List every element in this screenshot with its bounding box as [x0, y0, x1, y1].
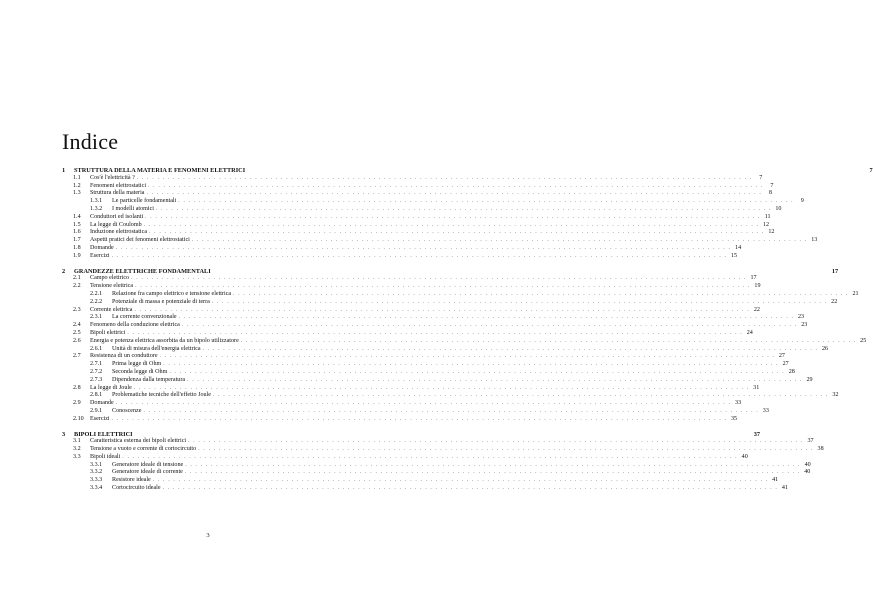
- toc-entry-number: 3.3.3: [90, 477, 103, 484]
- toc-subsection-entry[interactable]: [62, 198, 804, 206]
- toc-entry-label: Fenomeni elettrostatici: [90, 182, 147, 189]
- toc-entry-page: 32: [832, 392, 839, 399]
- toc-section-entry[interactable]: [62, 275, 757, 283]
- toc-entry-label: Le particelle fondamentali: [112, 198, 177, 205]
- toc-entry-number: 2: [62, 267, 66, 275]
- toc-entry-number: 2.7.2: [90, 368, 103, 375]
- toc-entry-label: Dipendenza dalla temperatura: [112, 376, 186, 383]
- toc-entry-number: 2.6.1: [90, 345, 103, 352]
- toc-entry-number: 2.5: [73, 329, 81, 336]
- toc-section-entry[interactable]: [62, 213, 771, 222]
- toc-section-entry[interactable]: [62, 182, 774, 191]
- toc-chapter-entry[interactable]: [62, 430, 761, 439]
- toc-entry-label: Potenziale di massa e potenziale di terra: [112, 298, 210, 305]
- toc-entry-page: 26: [821, 345, 829, 352]
- toc-entry-page: 21: [852, 290, 859, 297]
- toc-section-entry[interactable]: [62, 237, 818, 245]
- dot-leader: . . . . . . . . . . . . . . . . . . . . . . . . . . . . . . . . . . . . . . . . . . . . . . . . . . . . . . . . . . . . . . . . . . . . . . . . . . . . . . . . . . . . . . . . . . . . . . . . . . . . . . . . . . . . . . . . . . . . . . . .: [188, 438, 804, 445]
- toc-entry-number: 1.9: [73, 252, 81, 259]
- toc-entry-page: 31: [753, 384, 760, 391]
- dot-leader: . . . . . . . . . . . . . . . . . . . . . . . . . . . . . . . . . . . . . . . . . . . . . . . . . . . . . . . . . . . . . . . . . . . . . . . . . . . . . . . . . . . . . . . . . . . . . . . . . . . . . . . . . . . . . . . . . . . . . . . .: [115, 400, 732, 407]
- toc-entry-label: La legge di Joule: [90, 384, 132, 391]
- toc-entry-label: Bipoli elettrici: [90, 329, 126, 336]
- toc-entry-number: 2.9.1: [90, 407, 103, 414]
- toc-chapter-entry[interactable]: [62, 167, 873, 175]
- toc-section-entry[interactable]: [62, 283, 761, 291]
- toc-entry-number: 2.8.1: [90, 392, 103, 399]
- toc-entry-page: 41: [772, 477, 779, 484]
- toc-subsection-entry[interactable]: [62, 376, 813, 385]
- toc-entry-page: 19: [754, 283, 761, 290]
- toc-subsection-entry[interactable]: [62, 477, 779, 485]
- toc-subsection-entry[interactable]: [62, 392, 839, 400]
- toc-entry-page: 7: [770, 182, 774, 189]
- toc-entry-label: Campo elettrico: [90, 275, 130, 282]
- dot-leader: . . . . . . . . . . . . . . . . . . . . . . . . . . . . . . . . . . . . . . . . . . . . . . . . . . . . . . . . . . . . . . . . . . . . . . . . . . . . . . . . . . . . . . . . . . . . . . . . . . . . . . . . . . . . . . . . . . . . . . . .: [178, 198, 794, 205]
- toc-section-entry[interactable]: [62, 244, 742, 253]
- toc-entry-number: 2.3.1: [90, 314, 103, 321]
- toc-entry-number: 2.7: [73, 353, 81, 360]
- toc-section-entry[interactable]: [62, 174, 763, 183]
- toc-entry-label: Resistore ideale: [112, 477, 151, 484]
- dot-leader: . . . . . . . . . . . . . . . . . . . . . . . . . . . . . . . . . . . . . . . . . . . . . . . . . . . . . . . . . . . . . . . . . . . . . . . . . . . . . . . . . . . . . . . . . . . . . . . . . . . . . . . . . . . . . . . . . . . . . . . .: [127, 329, 743, 336]
- toc-entry-number: 1.2: [73, 182, 81, 189]
- dot-leader: . . . . . . . . . . . . . . . . . . . . . . . . . . . . . . . . . . . . . . . . . . . . . . . . . . . . . . . . . . . . . . . . . . . . . . . . . . . . . . . . . . . . . . . . . . . . . . . . . . . . . . . . . . . . . . . . . . . . . . . .: [152, 477, 769, 484]
- toc-entry-label: Cortocircuito ideale: [112, 485, 161, 492]
- toc-entry-page: 27: [782, 361, 789, 368]
- toc-entry-number: 1.6: [73, 229, 81, 236]
- toc-entry-page: 15: [730, 252, 738, 259]
- toc-entry-number: 1: [62, 167, 66, 174]
- dot-leader: . . . . . . . . . . . . . . . . . . . . . . . . . . . . . . . . . . . . . . . . . . . . . . . . . . . . . . . . . . . . . . . . . . . . . . . . . . . . . . . . . . . . . . . . . . . . . . . . . . . . . . . . . . . . . . . . . . . . . . . .: [240, 337, 857, 344]
- toc-entry-number: 2.2: [73, 283, 81, 290]
- toc-entry-label: Conoscenze: [112, 407, 142, 414]
- toc-entry-page: 33: [762, 407, 769, 414]
- toc-entry-page: 8: [768, 190, 772, 197]
- toc-entry-number: 3.1: [73, 438, 81, 445]
- toc-entry-label: Tensione a vuoto e corrente di cortocircuito: [90, 446, 197, 453]
- toc-entry-page: 17: [750, 275, 757, 282]
- toc-entry-label: Domande: [90, 400, 114, 407]
- toc-entry-number: 3.3.4: [90, 485, 103, 492]
- toc-entry-page: 28: [788, 368, 795, 375]
- toc-entry-page: 22: [831, 298, 838, 305]
- toc-entry-number: 1.7: [73, 237, 81, 244]
- toc-entry-page: 23: [801, 322, 808, 329]
- toc-entry-page: 29: [806, 376, 813, 383]
- dot-leader: . . . . . . . . . . . . . . . . . . . . . . . . . . . . . . . . . . . . . . . . . . . . . . . . . . . . . . . . . . . . . . . . . . . . . . . . . . . . . . . . . . . . . . . . . . . . . . . . . . . . . . . . . . . . . . . . . . . . . . . .: [148, 182, 764, 189]
- toc-subsection-entry[interactable]: [62, 407, 769, 416]
- toc-entry-page: 9: [800, 198, 804, 205]
- toc-entry-page: 22: [753, 306, 760, 313]
- dot-leader: . . . . . . . . . . . . . . . . . . . . . . . . . . . . . . . . . . . . . . . . . . . . . . . . . . . . . . . . . . . . . . . . . . . . . . . . . . . . . . . . . . . . . . . . . . . . . . . . . . . . . . . . . . . . . . . . . . . . . . . .: [111, 415, 728, 422]
- toc-entry-number: 1.3: [73, 190, 81, 197]
- toc-entry-page: 23: [797, 314, 805, 321]
- toc-entry-page: 40: [804, 469, 811, 476]
- toc-entry-page: 11: [764, 213, 771, 220]
- dot-leader: . . . . . . . . . . . . . . . . . . . . . . . . . . . . . . . . . . . . . . . . . . . . . . . . . . . . . . . . . . . . . . . . . . . . . . . . . . . . . . . . . . . . . . . . . . . . . . . . . . . . . . . . . . . . . . . . . . . . . . . .: [149, 229, 765, 236]
- toc-entry-label: Cos'è l'elettricità ?: [90, 174, 135, 181]
- toc-entry-number: 1.5: [73, 221, 81, 228]
- toc-entry-label: Seconda legge di Ohm: [112, 368, 168, 375]
- toc-entry-label: Unità di misura dell'energia elettrica: [112, 345, 201, 352]
- toc-section-entry[interactable]: [62, 337, 867, 346]
- toc-section-entry[interactable]: [62, 221, 770, 230]
- toc-entry-label: La legge di Coulomb: [90, 221, 142, 228]
- toc-entry-number: 3.3: [73, 453, 81, 460]
- toc-entry-number: 2.7.1: [90, 361, 103, 368]
- dot-leader: . . . . . . . . . . . . . . . . . . . . . . . . . . . . . . . . . . . . . . . . . . . . . . . . . . . . . . . . . . . . . . . . . . . . . . . . . . . . . . . . . . . . . . . . . . . . . . . . . . . . . . . . . . . . . . . . . . . . . . . .: [169, 368, 785, 375]
- toc-entry-label: Problematiche tecniche dell'effetto Joule: [112, 392, 211, 399]
- dot-leader: . . . . . . . . . . . . . . . . . . . . . . . . . . . . . . . . . . . . . . . . . . . . . . . . . . . . . . . . . . . . . . . . . . . . . . . . . . . . . . . . . . . . . . . . . . . . . . . . . . . . . . . . . . . . . . . . . . . . . . . .: [143, 221, 760, 228]
- toc-entry-page: 12: [768, 229, 775, 236]
- toc-entry-number: 1.3.1: [90, 198, 103, 205]
- page-number: 3: [206, 532, 210, 539]
- dot-leader: . . . . . . . . . . . . . . . . . . . . . . . . . . . . . . . . . . . . . . . . . . . . . . . . . . . . . . . . . . . . . . . . . . . . . . . . . . . . . . . . . . . . . . . . . . . . . . . . . . . . . . . . . . . . . . . . . . . . . . . .: [212, 392, 829, 399]
- dot-leader: . . . . . . . . . . . . . . . . . . . . . . . . . . . . . . . . . . . . . . . . . . . . . . . . . . . . . . . . . . . . . . . . . . . . . . . . . . . . . . . . . . . . . . . . . . . . . . . . . . . . . . . . . . . . . . . . . . . . . . . .: [211, 298, 828, 305]
- dot-leader: . . . . . . . . . . . . . . . . . . . . . . . . . . . . . . . . . . . . . . . . . . . . . . . . . . . . . . . . . . . . . . . . . . . . . . . . . . . . . . . . . . . . . . . . . . . . . . . . . . . . . . . . . . . . . . . . . . . . . . . .: [202, 345, 819, 352]
- toc-entry-number: 2.4: [73, 322, 81, 329]
- toc-entry-page: 33: [735, 400, 742, 407]
- toc-entry-label: Energia e potenza elettrica assorbita da un bipolo utilizzatore: [90, 337, 239, 344]
- toc-entry-page: 38: [817, 446, 824, 453]
- toc-subsection-entry[interactable]: [62, 361, 789, 369]
- toc-entry-page: 10: [775, 205, 782, 212]
- toc-entry-label: Relazione fra campo elettrico e tensione elettrica: [112, 290, 232, 297]
- dot-leader: . . . . . . . . . . . . . . . . . . . . . . . . . . . . . . . . . . . . . . . . . . . . . . . . . . . . . . . . . . . . . . . . . . . . . . . . . . . . . . . . . . . . . . . . . . . . . . . . . . . . . . . . . . . . . . . . . . . . . . . .: [135, 283, 751, 290]
- toc-section-entry[interactable]: [62, 353, 785, 361]
- toc-entry-number: 2.1: [73, 275, 81, 282]
- dot-leader: . . . . . . . . . . . . . . . . . . . . . . . . . . . . . . . . . . . . . . . . . . . . . . . . . . . . . . . . . . . . . . . . . . . . . . . . . . . . . . . . . . . . . . . . . . . . . . . . . . . . . . . . . . . . . . . . . . . . . . . .: [134, 306, 750, 313]
- toc-entry-label: I modelli atomici: [112, 205, 154, 212]
- toc-section-entry[interactable]: [62, 322, 808, 330]
- dot-leader: . . . . . . . . . . . . . . . . . . . . . . . . . . . . . . . . . . . . . . . . . . . . . . . . . . . . . . . . . . . . . . . . . . . . . . . . . . . . . . . . . . . . . . . . . . . . . . . . . . . . . . . . . . . . . . . . . . . . . . . .: [185, 461, 801, 468]
- toc-section-entry[interactable]: [62, 446, 824, 454]
- dot-leader: . . . . . . . . . . . . . . . . . . . . . . . . . . . . . . . . . . . . . . . . . . . . . . . . . . . . . . . . . . . . . . . . . . . . . . . . . . . . . . . . . . . . . . . . . . . . . . . . . . . . . . . . . . . . . . . . . . . . . . . .: [145, 213, 761, 220]
- toc-section-entry[interactable]: [62, 453, 748, 462]
- dot-leader: . . . . . . . . . . . . . . . . . . . . . . . . . . . . . . . . . . . . . . . . . . . . . . . . . . . . . . . . . . . . . . . . . . . . . . . . . . . . . . . . . . . . . . . . . . . . . . . . . . . . . . . . . . . . . . . . . . . . . . . .: [178, 314, 795, 321]
- dot-leader: . . . . . . . . . . . . . . . . . . . . . . . . . . . . . . . . . . . . . . . . . . . . . . . . . . . . . . . . . . . . . . . . . . . . . . . . . . . . . . . . . . . . . . . . . . . . . . . . . . . . . . . . . . . . . . . . . . . . . . . .: [162, 485, 779, 492]
- dot-leader: . . . . . . . . . . . . . . . . . . . . . . . . . . . . . . . . . . . . . . . . . . . . . . . . . . . . . . . . . . . . . . . . . . . . . . . . . . . . . . . . . . . . . . . . . . . . . . . . . . . . . . . . . . . . . . . . . . . . . . . .: [159, 353, 775, 360]
- toc-entry-label: Conduttori ed isolanti: [90, 213, 144, 220]
- toc-entry-number: 2.2.2: [90, 298, 103, 305]
- toc-entry-label: Generatore ideale di tensione: [112, 461, 184, 468]
- toc-entry-label: Tensione elettrica: [90, 283, 134, 290]
- toc-subsection-entry[interactable]: [62, 205, 782, 214]
- toc-entry-label: BIPOLI ELETTRICI: [74, 430, 133, 438]
- toc-entry-page: 35: [730, 415, 738, 422]
- toc-entry-number: 1.4: [73, 213, 81, 220]
- toc-entry-number: 3.2: [73, 446, 81, 453]
- toc-entry-page: 25: [860, 337, 867, 344]
- table-of-contents: [62, 167, 873, 493]
- toc-entry-page: 7: [759, 174, 763, 181]
- toc-entry-page: 13: [811, 237, 818, 244]
- toc-entry-page: 27: [778, 353, 785, 360]
- dot-leader: . . . . . . . . . . . . . . . . . . . . . . . . . . . . . . . . . . . . . . . . . . . . . . . . . . . . . . . . . . . . . . . . . . . . . . . . . . . . . . . . . . . . . . . . . . . . . . . . . . . . . . . . . . . . . . . . . . . . . . . .: [136, 174, 753, 181]
- toc-entry-label: Aspetti pratici dei fenomeni elettrostatici: [90, 237, 190, 244]
- toc-section-entry[interactable]: [62, 415, 738, 424]
- dot-leader: . . . . . . . . . . . . . . . . . . . . . . . . . . . . . . . . . . . . . . . . . . . . . . . . . . . . . . . . . . . . . . . . . . . . . . . . . . . . . . . . . . . . . . . . . . . . . . . . . . . . . . . . . . . . . . . . . . . . . . . .: [191, 237, 808, 244]
- toc-section-entry[interactable]: [62, 190, 772, 198]
- toc-entry-label: Generatore ideale di corrente: [112, 469, 183, 476]
- dot-leader: . . . . . . . . . . . . . . . . . . . . . . . . . . . . . . . . . . . . . . . . . . . . . . . . . . . . . . . . . . . . . . . . . . . . . . . . . . . . . . . . . . . . . . . . . . . . . . . . . . . . . . . . . . . . . . . . . . . . . . . .: [133, 384, 750, 391]
- dot-leader: . . . . . . . . . . . . . . . . . . . . . . . . . . . . . . . . . . . . . . . . . . . . . . . . . . . . . . . . . . . . . . . . . . . . . . . . . . . . . . . . . . . . . . . . . . . . . . . . . . . . . . . . . . . . . . . . . . . . . . . .: [146, 190, 762, 197]
- dot-leader: . . . . . . . . . . . . . . . . . . . . . . . . . . . . . . . . . . . . . . . . . . . . . . . . . . . . . . . . . . . . . . . . . . . . . . . . . . . . . . . . . . . . . . . . . . . . . . . . . . . . . . . . . . . . . . . . . . . . . . . .: [122, 453, 738, 460]
- toc-entry-page: 40: [804, 461, 811, 468]
- toc-entry-label: Induzione elettrostatica: [90, 229, 148, 236]
- toc-entry-page: 12: [762, 221, 770, 228]
- toc-section-entry[interactable]: [62, 252, 738, 261]
- toc-entry-number: 2.7.3: [90, 376, 103, 383]
- toc-entry-page: 41: [781, 485, 789, 492]
- dot-leader: . . . . . . . . . . . . . . . . . . . . . . . . . . . . . . . . . . . . . . . . . . . . . . . . . . . . . . . . . . . . . . . . . . . . . . . . . . . . . . . . . . . . . . . . . . . . . . . . . . . . . . . . . . . . . . . . . . . . . . . .: [115, 244, 732, 251]
- toc-entry-number: 2.10: [73, 415, 84, 422]
- toc-entry-label: Resistenza di un conduttore: [90, 353, 158, 360]
- toc-section-entry[interactable]: [62, 329, 753, 338]
- toc-chapter-entry[interactable]: [62, 267, 839, 276]
- toc-entry-number: 1.3.2: [90, 205, 103, 212]
- toc-entry-page: 24: [746, 329, 753, 336]
- toc-entry-page: 37: [753, 430, 761, 438]
- toc-entry-page: 17: [831, 267, 839, 275]
- toc-entry-number: 3.3.2: [90, 469, 103, 476]
- toc-section-entry[interactable]: [62, 306, 760, 315]
- dot-leader: . . . . . . . . . . . . . . . . . . . . . . . . . . . . . . . . . . . . . . . . . . . . . . . . . . . . . . . . . . . . . . . . . . . . . . . . . . . . . . . . . . . . . . . . . . . . . . . . . . . . . . . . . . . . . . . . . . . . . . . .: [233, 290, 849, 297]
- toc-entry-number: 2.2.1: [90, 290, 103, 297]
- toc-entry-number: 1.8: [73, 244, 81, 251]
- dot-leader: . . . . . . . . . . . . . . . . . . . . . . . . . . . . . . . . . . . . . . . . . . . . . . . . . . . . . . . . . . . . . . . . . . . . . . . . . . . . . . . . . . . . . . . . . . . . . . . . . . . . . . . . . . . . . . . . . . . . . . . .: [181, 322, 798, 329]
- toc-entry-label: GRANDEZZE ELETTRICHE FONDAMENTALI: [74, 267, 211, 275]
- toc-entry-label: Corrente elettrica: [90, 306, 133, 313]
- dot-leader: . . . . . . . . . . . . . . . . . . . . . . . . . . . . . . . . . . . . . . . . . . . . . . . . . . . . . . . . . . . . . . . . . . . . . . . . . . . . . . . . . . . . . . . . . . . . . . . . . . . . . . . . . . . . . . . . . . . . . . . .: [187, 376, 803, 383]
- dot-leader: . . . . . . . . . . . . . . . . . . . . . . . . . . . . . . . . . . . . . . . . . . . . . . . . . . . . . . . . . . . . . . . . . . . . . . . . . . . . . . . . . . . . . . . . . . . . . . . . . . . . . . . . . . . . . . . . . . . . . . . .: [143, 407, 759, 414]
- toc-section-entry[interactable]: [62, 229, 775, 237]
- toc-subsection-entry[interactable]: [62, 314, 805, 322]
- toc-entry-number: 2.9: [73, 400, 81, 407]
- toc-subsection-entry[interactable]: [62, 368, 795, 377]
- toc-section-entry[interactable]: [62, 438, 814, 446]
- toc-subsection-entry[interactable]: [62, 485, 789, 493]
- toc-entry-label: Esercizi: [90, 415, 110, 422]
- dot-leader: . . . . . . . . . . . . . . . . . . . . . . . . . . . . . . . . . . . . . . . . . . . . . . . . . . . . . . . . . . . . . . . . . . . . . . . . . . . . . . . . . . . . . . . . . . . . . . . . . . . . . . . . . . . . . . . . . . . . . . . .: [131, 275, 747, 282]
- toc-entry-page: 14: [735, 244, 742, 251]
- toc-entry-page: 40: [741, 453, 748, 460]
- toc-entry-label: Struttura della materia: [90, 190, 145, 197]
- toc-subsection-entry[interactable]: [62, 461, 811, 470]
- toc-entry-label: Caratteristica esterna dei bipoli elettrici: [90, 438, 187, 445]
- toc-subsection-entry[interactable]: [62, 290, 859, 299]
- toc-entry-label: Esercizi: [90, 252, 110, 259]
- toc-entry-page: 37: [807, 438, 814, 445]
- toc-entry-label: STRUTTURA DELLA MATERIA E FENOMENI ELETTRICI: [74, 167, 246, 174]
- dot-leader: . . . . . . . . . . . . . . . . . . . . . . . . . . . . . . . . . . . . . . . . . . . . . . . . . . . . . . . . . . . . . . . . . . . . . . . . . . . . . . . . . . . . . . . . . . . . . . . . . . . . . . . . . . . . . . . . . . . . . . . .: [198, 446, 814, 453]
- toc-subsection-entry[interactable]: [62, 298, 838, 307]
- toc-entry-number: 2.6: [73, 337, 81, 344]
- toc-entry-label: Fenomeno della conduzione elettrica: [90, 322, 180, 329]
- dot-leader: . . . . . . . . . . . . . . . . . . . . . . . . . . . . . . . . . . . . . . . . . . . . . . . . . . . . . . . . . . . . . . . . . . . . . . . . . . . . . . . . . . . . . . . . . . . . . . . . . . . . . . . . . . . . . . . . . . . . . . . .: [163, 361, 779, 368]
- toc-entry-number: 2.8: [73, 384, 81, 391]
- toc-entry-label: La corrente convenzionale: [112, 314, 177, 321]
- toc-entry-label: Bipoli ideali: [90, 453, 121, 460]
- toc-entry-page: 7: [869, 167, 873, 174]
- toc-entry-number: 2.3: [73, 306, 81, 313]
- toc-entry-number: 3.3.1: [90, 461, 103, 468]
- dot-leader: . . . . . . . . . . . . . . . . . . . . . . . . . . . . . . . . . . . . . . . . . . . . . . . . . . . . . . . . . . . . . . . . . . . . . . . . . . . . . . . . . . . . . . . . . . . . . . . . . . . . . . . . . . . . . . . . . . . . . . . .: [111, 252, 728, 259]
- toc-subsection-entry[interactable]: [62, 469, 811, 477]
- toc-entry-number: 3: [62, 430, 66, 438]
- toc-subsection-entry[interactable]: [62, 345, 829, 354]
- dot-leader: . . . . . . . . . . . . . . . . . . . . . . . . . . . . . . . . . . . . . . . . . . . . . . . . . . . . . . . . . . . . . . . . . . . . . . . . . . . . . . . . . . . . . . . . . . . . . . . . . . . . . . . . . . . . . . . . . . . . . . . .: [184, 469, 801, 476]
- dot-leader: . . . . . . . . . . . . . . . . . . . . . . . . . . . . . . . . . . . . . . . . . . . . . . . . . . . . . . . . . . . . . . . . . . . . . . . . . . . . . . . . . . . . . . . . . . . . . . . . . . . . . . . . . . . . . . . . . . . . . . . .: [155, 205, 772, 212]
- toc-section-entry[interactable]: [62, 400, 742, 408]
- page-title: Indice: [62, 128, 119, 154]
- toc-entry-number: 1.1: [73, 174, 81, 181]
- toc-entry-label: Prima legge di Ohm: [112, 361, 162, 368]
- toc-entry-label: Domande: [90, 244, 114, 251]
